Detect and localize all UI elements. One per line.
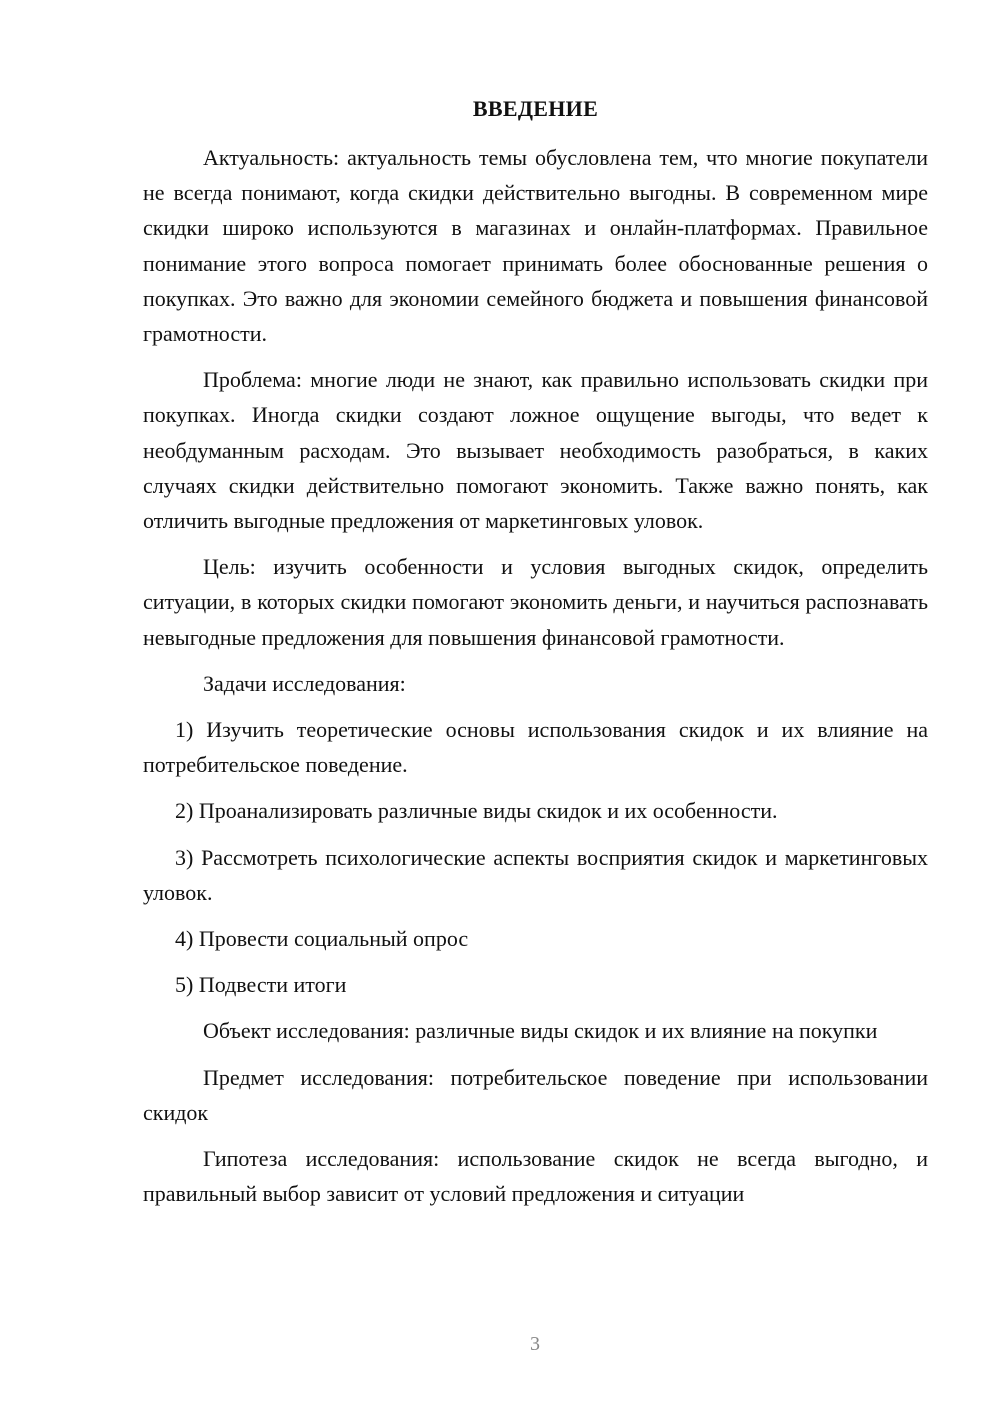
tasks-heading: Задачи исследования: xyxy=(203,670,406,696)
task-item-2: 2) Проанализировать различные виды скидок и их особенности. xyxy=(175,798,778,824)
subject-paragraph: Предмет исследования: потребительское поведение при использовании скидок xyxy=(143,1064,928,1125)
relevance-paragraph: Актуальность: актуальность темы обусловлена тем, что многие покупатели не всегда понимают, когда скидки действительно выгодны. В современном мире скидки широко используются в магазинах и онлайн-платформах. Правильное понимание этого вопроса помогает принимать более обоснованные решения о покупках. Это важно для экономии семейного бюджета и повышения финансовой грамотности. xyxy=(143,145,928,347)
task-item-4: 4) Провести социальный опрос xyxy=(175,926,469,952)
hypothesis-paragraph: Гипотеза исследования: использование скидок не всегда выгодно, и правильный выбор зависит от условий предложения и ситуации xyxy=(143,1146,928,1207)
task-item-1: 1) Изучить теоретические основы использования скидок и их влияние на потребительское поведение. xyxy=(143,717,928,778)
task-item-3: 3) Рассмотреть психологические аспекты восприятия скидок и маркетинговых уловок. xyxy=(143,844,928,905)
task-item-5: 5) Подвести итоги xyxy=(175,972,347,998)
goal-paragraph: Цель: изучить особенности и условия выгодных скидок, определить ситуации, в которых скидки помогают экономить деньги, и научиться распознавать невыгодные предложения для повышения финансовой грамотности. xyxy=(143,554,928,650)
object-paragraph: Объект исследования: различные виды скидок и их влияние на покупки xyxy=(203,1018,878,1044)
page-number: 3 xyxy=(530,1333,540,1355)
problem-paragraph: Проблема: многие люди не знают, как правильно использовать скидки при покупках. Иногда скидки создают ложное ощущение выгоды, что ведет к необдуманным расходам. Это вызывает необходимость разобраться, в каких случаях скидки действительно помогают экономить. Также важно понять, как отличить выгодные предложения от маркетинговых уловок. xyxy=(143,367,928,534)
page-title: ВВЕДЕНИЕ xyxy=(472,96,599,121)
page-content xyxy=(143,94,928,1222)
